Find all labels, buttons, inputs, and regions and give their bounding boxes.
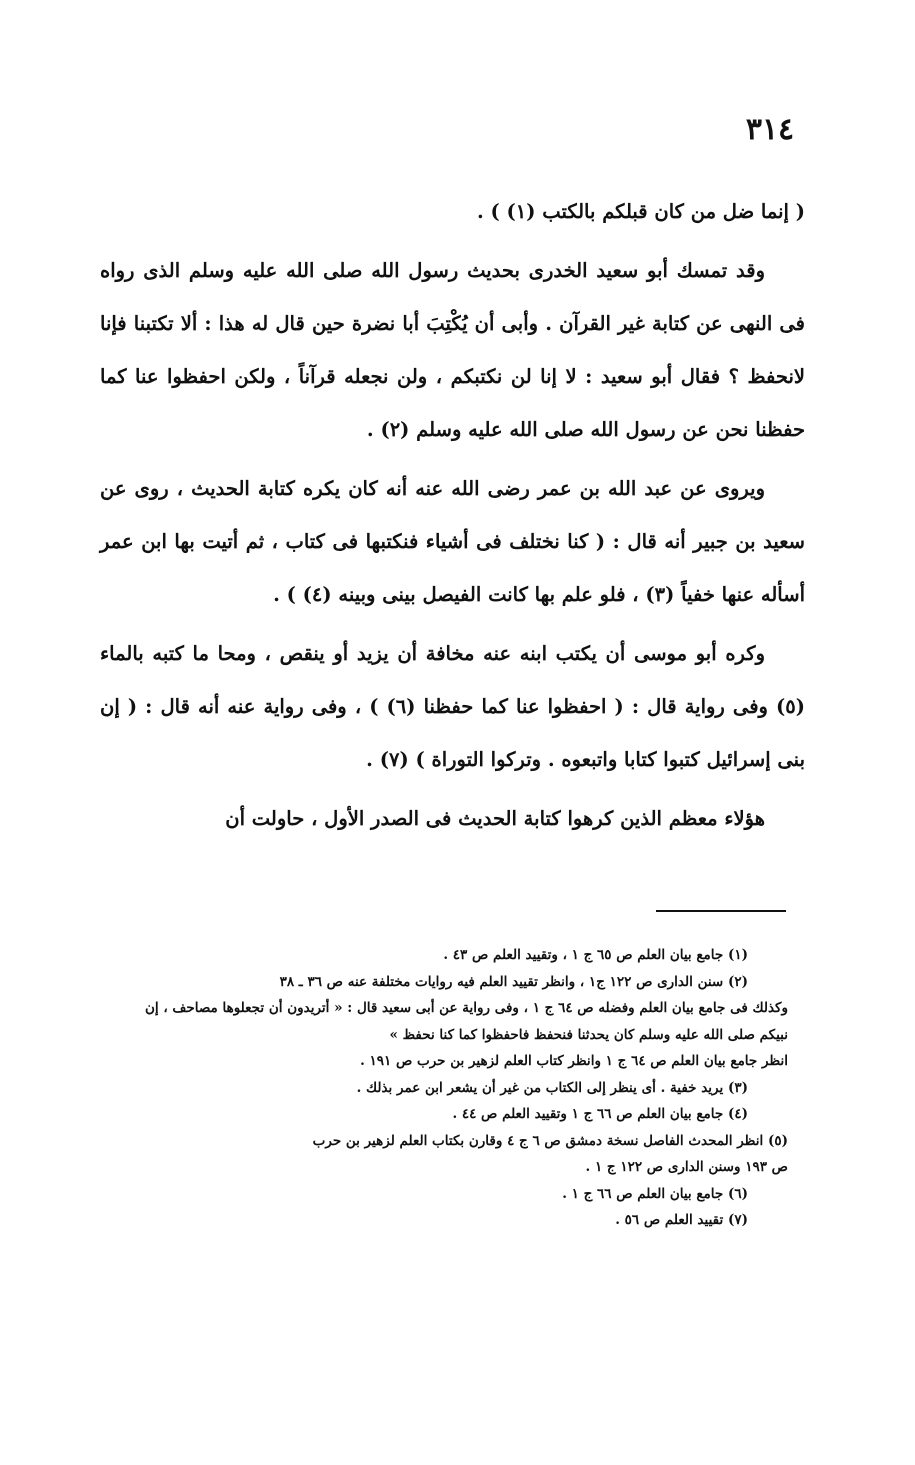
footnotes [118,942,788,1234]
footnote-4: (٤) جامع بيان العلم ص ٦٦ ج ١ وتقييد العلم ص ٤٤ . [452,1106,748,1122]
footnote-5-continuation: ص ١٩٣ وسنن الدارى ص ١٢٢ ج ١ . [585,1159,788,1175]
main-text [100,185,805,849]
footnote-7: (٧) تقييد العلم ص ٥٦ . [615,1212,748,1228]
footnote-6: (٦) جامع بيان العلم ص ٦٦ ج ١ . [562,1185,748,1202]
footnote-1: (١) جامع بيان العلم ص ٦٥ ج ١ ، وتقييد العلم ص ٤٣ . [443,947,748,963]
footnote-divider [656,910,786,912]
paragraph-closing: هؤلاء معظم الذين كرهوا كتابة الحديث فى الصدر الأول ، حاولت أن [225,807,765,830]
paragraph-abu-said: وقد تمسك أبو سعيد الخدرى بحديث رسول الله صلى الله عليه وسلم الذى رواه فى النهى عن كتابة غير القرآن . وأبى أن يُكْتِبَ أبا نضرة حين قال له هذا : ألا تكتبنا فإنا لانحفظ ؟ فقال أبو سعيد : لا إنا لن نكتبكم ، ولن نجعله قرآناً ، ولكن احفظوا عنا كما حفظنا نحن عن رسول الله صلى الله عليه وسلم (٢) . [100,259,805,441]
paragraph-abu-musa: وكره أبو موسى أن يكتب ابنه عنه مخافة أن يزيد أو ينقص ، ومحا ما كتبه بالماء (٥) وفى رواية قال : ( احفظوا عنا كما حفظنا (٦) ) ، وفى رواية عنه أنه قال : ( إن بنى إسرائيل كتبوا كتابا واتبعوه . وتركوا التوراة ) (٧) . [100,642,805,771]
paragraph-ibn-umar: ويروى عن عبد الله بن عمر رضى الله عنه أنه كان يكره كتابة الحديث ، روى عن سعيد بن جبير أنه قال : ( كنا نختلف فى أشياء فنكتبها فى كتاب ، ثم أتيت بها ابن عمر أسأله عنها خفياً (٣) ، فلو علم بها كانت الفيصل بينى وبينه (٤) ) . [100,477,805,606]
footnote-3: (٣) يريد خفية . أى ينظر إلى الكتاب من غير أن يشعر ابن عمر بذلك . [356,1079,748,1096]
paragraph-quote: ( إنما ضل من كان قبلكم بالكتب (١) ) . [476,200,805,223]
footnote-2-continuation: وكذلك فى جامع بيان العلم وفضله ص ٦٤ ج ١ ، وفى رواية عن أبى سعيد قال : « أتريدون أن تجعلوها مصاحف ، إن نبيكم صلى الله عليه وسلم كان يحدثنا فنحفظ فاحفظوا كما كنا نحفظ » [144,1000,788,1043]
footnote-2: (٢) سنن الدارى ص ١٢٢ ج١ ، وانظر تقييد العلم فيه روايات مختلفة عنه ص ٣٦ ـ ٣٨ [279,973,748,990]
footnote-5: (٥) انظر المحدث الفاصل نسخة دمشق ص ٦ ج ٤ وقارن بكتاب العلم لزهير بن حرب [312,1132,788,1149]
footnote-2-reference: انظر جامع بيان العلم ص ٦٤ ج ١ وانظر كتاب العلم لزهير بن حرب ص ١٩١ . [360,1053,788,1069]
page-number: ٣١٤ [745,112,795,147]
